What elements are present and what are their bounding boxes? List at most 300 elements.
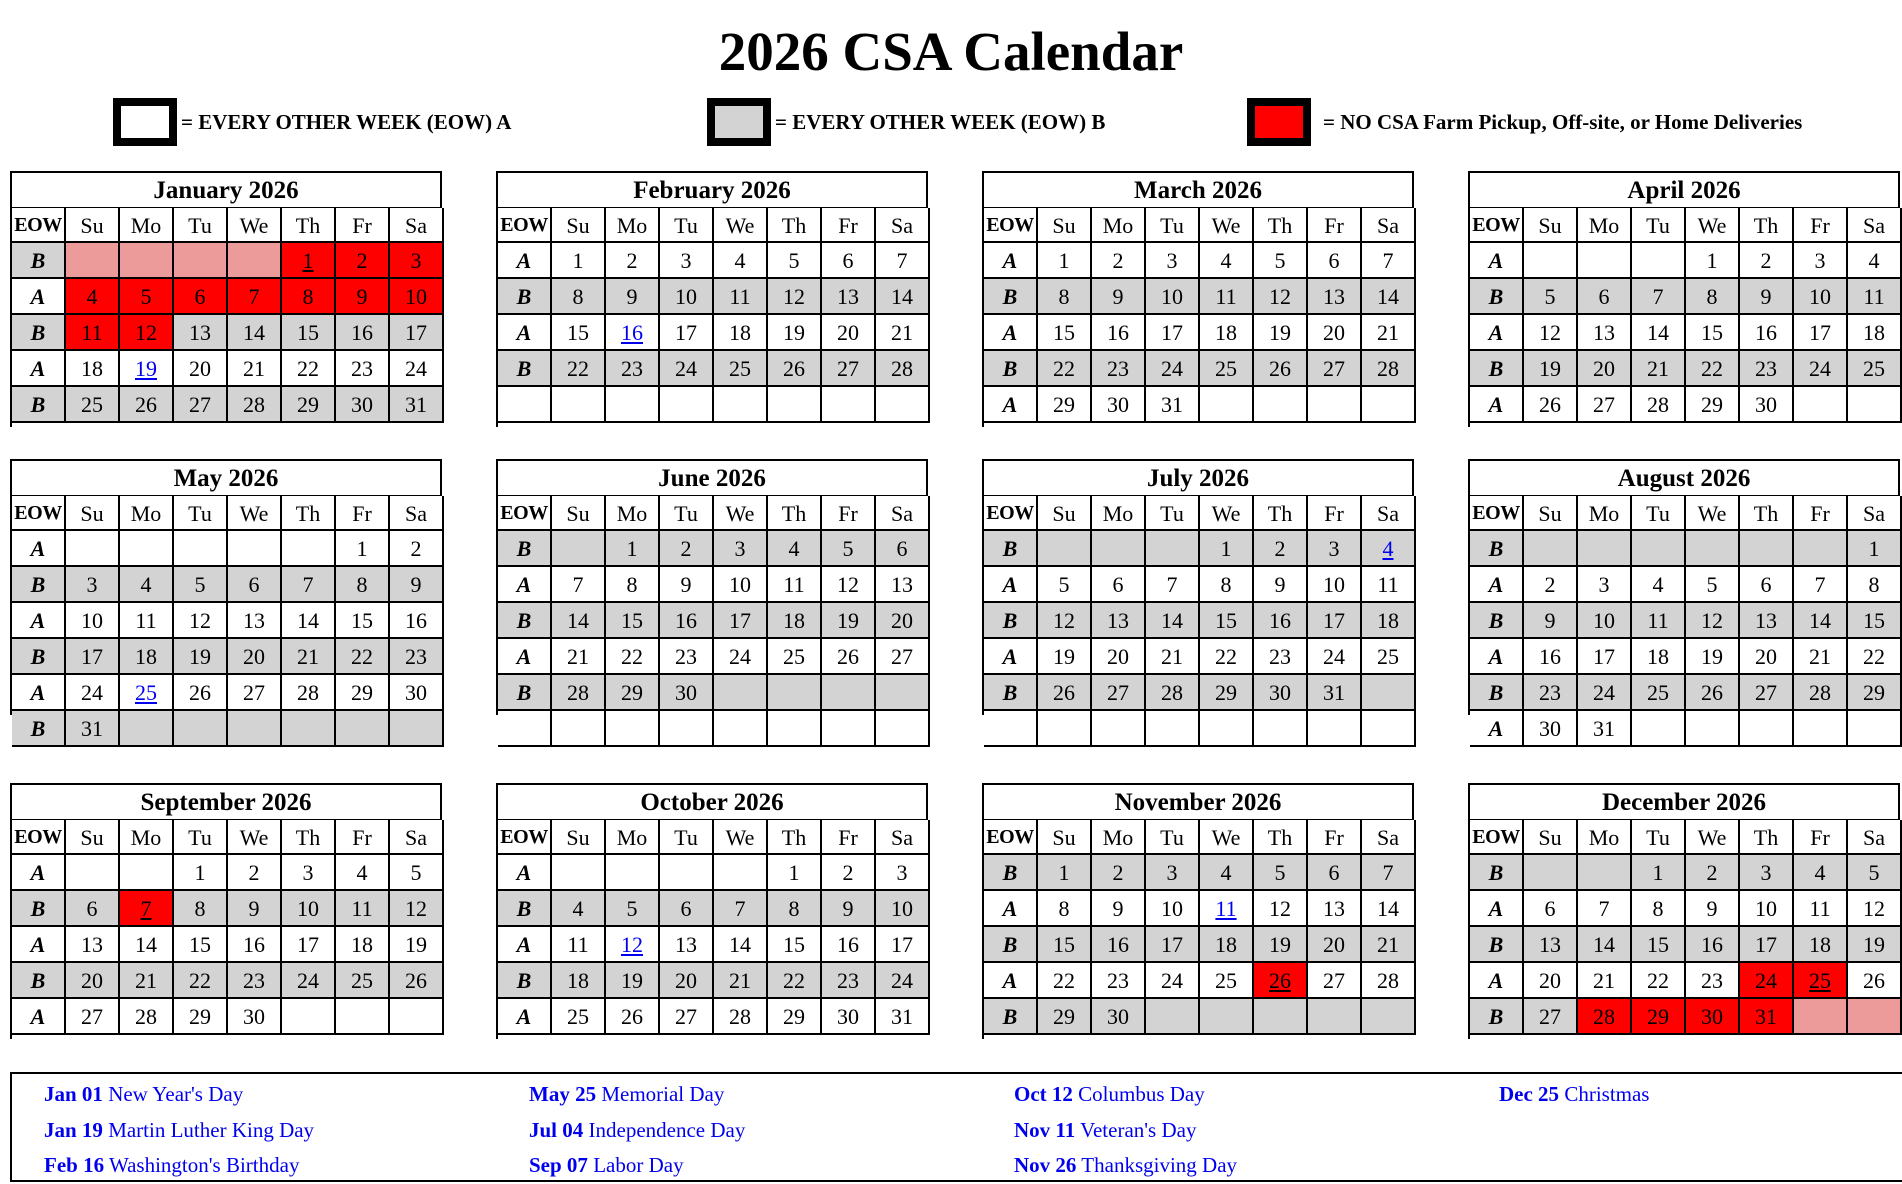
eow-label: A	[12, 999, 66, 1035]
day-cell	[1038, 351, 1092, 387]
empty-cell	[1794, 531, 1848, 567]
day-number: 19	[405, 932, 427, 957]
day-number: 18	[783, 608, 805, 633]
month-title: June 2026	[498, 461, 928, 496]
day-number: 22	[1053, 356, 1075, 381]
day-number: 9	[1706, 896, 1718, 921]
day-number: 13	[1323, 284, 1345, 309]
eow-label: B	[1470, 675, 1524, 711]
day-number: 20	[189, 356, 211, 381]
weekday-header: Mo	[120, 820, 174, 855]
holiday-link[interactable]: 25	[135, 680, 157, 705]
month-august	[1468, 459, 1900, 741]
day-number: 12	[135, 320, 157, 345]
weekday-header: Sa	[1848, 208, 1902, 243]
day-cell	[1524, 675, 1578, 711]
day-number: 27	[675, 1004, 697, 1029]
day-number: 10	[1593, 608, 1615, 633]
day-cell	[768, 963, 822, 999]
day-number: 24	[297, 968, 319, 993]
day-number: 14	[1161, 608, 1183, 633]
day-number: 19	[1269, 320, 1291, 345]
day-cell	[228, 315, 282, 351]
empty-cell	[1308, 387, 1362, 423]
weekday-header: Tu	[174, 496, 228, 531]
day-number: 21	[1161, 644, 1183, 669]
holiday-item[interactable]	[44, 1152, 299, 1178]
day-cell	[1092, 243, 1146, 279]
day-number: 21	[243, 356, 265, 381]
day-cell	[336, 675, 390, 711]
eow-label: A	[1470, 963, 1524, 999]
empty-cell	[1524, 855, 1578, 891]
day-cell	[1038, 387, 1092, 423]
weekday-header: Mo	[120, 496, 174, 531]
day-number: 12	[1269, 896, 1291, 921]
day-cell	[714, 315, 768, 351]
day-cell	[1632, 603, 1686, 639]
empty-cell	[120, 711, 174, 747]
day-number: 25	[783, 644, 805, 669]
month-title: October 2026	[498, 785, 928, 820]
weekday-header: Th	[1254, 208, 1308, 243]
day-number: 4	[86, 284, 98, 309]
day-cell	[66, 999, 120, 1035]
day-number: 9	[1544, 608, 1556, 633]
day-cell	[390, 243, 444, 279]
day-number: 12	[1701, 608, 1723, 633]
day-cell	[1740, 315, 1794, 351]
holiday-name: New Year's Day	[102, 1082, 244, 1106]
day-number: 11	[1647, 608, 1669, 633]
empty-cell	[390, 711, 444, 747]
day-number: 20	[1539, 968, 1561, 993]
day-cell[interactable]	[1200, 891, 1254, 927]
day-cell[interactable]	[120, 675, 174, 711]
day-cell	[1794, 855, 1848, 891]
day-cell	[1308, 603, 1362, 639]
day-number: 14	[567, 608, 589, 633]
holiday-item[interactable]	[529, 1081, 724, 1107]
weekday-header: Su	[66, 496, 120, 531]
weekday-header: Sa	[1362, 208, 1416, 243]
empty-cell	[390, 999, 444, 1035]
eow-label: B	[12, 387, 66, 423]
eow-label: B	[12, 963, 66, 999]
day-number: 13	[1323, 896, 1345, 921]
day-number: 18	[729, 320, 751, 345]
day-number: 1	[1868, 536, 1880, 561]
day-cell	[282, 891, 336, 927]
day-number: 8	[1706, 284, 1718, 309]
day-cell	[1362, 279, 1416, 315]
day-number: 2	[1274, 536, 1286, 561]
day-number: 4	[1814, 860, 1826, 885]
empty-cell	[1308, 711, 1362, 747]
weekday-header: We	[228, 208, 282, 243]
eow-label: A	[12, 351, 66, 387]
day-number: 30	[675, 680, 697, 705]
holiday-item[interactable]	[1014, 1117, 1196, 1143]
day-number: 6	[248, 572, 260, 597]
legend-eow-a	[113, 97, 511, 147]
empty-cell	[282, 531, 336, 567]
empty-cell	[1848, 999, 1902, 1035]
empty-cell	[174, 243, 228, 279]
day-number: 9	[356, 284, 368, 309]
day-number: 15	[1053, 932, 1075, 957]
empty-cell	[1794, 999, 1848, 1035]
day-cell	[1794, 567, 1848, 603]
day-number: 29	[1701, 392, 1723, 417]
day-cell	[1848, 963, 1902, 999]
day-number: 8	[302, 284, 314, 309]
day-cell	[1524, 567, 1578, 603]
day-number: 30	[1269, 680, 1291, 705]
eow-label: A	[498, 567, 552, 603]
day-cell	[660, 603, 714, 639]
day-number: 29	[297, 392, 319, 417]
empty-cell	[1254, 711, 1308, 747]
day-number: 14	[729, 932, 751, 957]
page-title: 2026 CSA Calendar	[718, 21, 1184, 82]
day-number: 15	[783, 932, 805, 957]
day-cell	[1794, 351, 1848, 387]
empty-cell	[768, 675, 822, 711]
day-cell	[336, 603, 390, 639]
day-cell	[174, 963, 228, 999]
weekday-header: Mo	[120, 208, 174, 243]
day-number: 25	[1215, 356, 1237, 381]
day-number: 24	[729, 644, 751, 669]
holiday-item[interactable]	[44, 1081, 243, 1107]
day-cell	[1308, 567, 1362, 603]
day-cell	[1038, 639, 1092, 675]
day-cell	[66, 567, 120, 603]
holiday-item[interactable]	[529, 1152, 684, 1178]
holiday-item[interactable]	[1014, 1152, 1237, 1178]
eow-label: B	[1470, 531, 1524, 567]
day-number: 23	[351, 356, 373, 381]
empty-cell	[606, 387, 660, 423]
empty-cell	[1146, 531, 1200, 567]
day-number: 11	[729, 284, 751, 309]
day-number: 31	[81, 716, 103, 741]
day-number: 16	[1701, 932, 1723, 957]
day-number: 23	[1755, 356, 1777, 381]
weekday-header: Th	[768, 208, 822, 243]
weekday-header: We	[714, 820, 768, 855]
day-number: 9	[1112, 284, 1124, 309]
day-number: 7	[1166, 572, 1178, 597]
day-cell	[876, 891, 930, 927]
day-cell	[390, 387, 444, 423]
empty-cell	[768, 387, 822, 423]
weekday-header: Sa	[876, 208, 930, 243]
day-cell	[876, 567, 930, 603]
empty-cell	[228, 531, 282, 567]
day-number: 6	[194, 284, 206, 309]
weekday-header: Sa	[390, 820, 444, 855]
day-number: 10	[297, 896, 319, 921]
weekday-header: Tu	[660, 496, 714, 531]
day-number: 11	[135, 608, 157, 633]
weekday-header: Fr	[1308, 208, 1362, 243]
day-number: 11	[783, 572, 805, 597]
empty-cell	[1362, 675, 1416, 711]
day-number: 27	[1323, 356, 1345, 381]
weekday-header: Mo	[1578, 496, 1632, 531]
day-number: 3	[734, 536, 746, 561]
day-cell	[174, 351, 228, 387]
day-cell	[552, 639, 606, 675]
empty-cell	[714, 387, 768, 423]
holiday-item[interactable]	[529, 1117, 745, 1143]
day-cell	[228, 387, 282, 423]
day-cell	[1524, 639, 1578, 675]
empty-cell	[1362, 387, 1416, 423]
day-number: 8	[194, 896, 206, 921]
day-cell	[336, 567, 390, 603]
day-cell	[822, 279, 876, 315]
day-number: 1	[194, 860, 206, 885]
day-cell	[606, 963, 660, 999]
day-number: 7	[1382, 248, 1394, 273]
day-number: 22	[567, 356, 589, 381]
day-cell	[1092, 351, 1146, 387]
day-cell	[228, 279, 282, 315]
day-cell	[1092, 891, 1146, 927]
eow-label: B	[12, 711, 66, 747]
holiday-date: Feb 16	[44, 1153, 105, 1177]
day-cell	[336, 315, 390, 351]
day-number: 12	[837, 572, 859, 597]
day-cell	[606, 675, 660, 711]
day-number: 23	[1107, 356, 1129, 381]
month-title: September 2026	[12, 785, 442, 820]
day-cell	[822, 855, 876, 891]
day-number: 18	[81, 356, 103, 381]
day-number: 29	[1863, 680, 1885, 705]
day-cell	[1362, 891, 1416, 927]
weekday-header: Su	[66, 820, 120, 855]
day-number: 5	[1058, 572, 1070, 597]
empty-cell	[228, 243, 282, 279]
day-cell	[1200, 315, 1254, 351]
day-number: 27	[1323, 968, 1345, 993]
day-cell	[660, 963, 714, 999]
day-cell	[1092, 963, 1146, 999]
day-cell	[336, 531, 390, 567]
day-cell	[1362, 351, 1416, 387]
day-cell	[174, 279, 228, 315]
day-number: 21	[567, 644, 589, 669]
day-cell	[1200, 855, 1254, 891]
day-cell	[390, 675, 444, 711]
day-cell	[1092, 639, 1146, 675]
day-cell	[876, 351, 930, 387]
day-number: 1	[572, 248, 584, 273]
month-title: August 2026	[1470, 461, 1900, 496]
day-cell[interactable]	[1362, 531, 1416, 567]
day-number: 17	[81, 644, 103, 669]
eow-label: A	[12, 855, 66, 891]
day-cell	[768, 243, 822, 279]
weekday-header: Sa	[1362, 820, 1416, 855]
weekday-header: EOW	[12, 496, 66, 531]
day-number: 29	[1053, 392, 1075, 417]
day-number: 27	[243, 680, 265, 705]
empty-cell	[66, 531, 120, 567]
empty-cell	[1632, 243, 1686, 279]
day-cell	[1632, 567, 1686, 603]
day-cell	[1740, 855, 1794, 891]
day-cell	[876, 855, 930, 891]
empty-cell	[1632, 711, 1686, 747]
day-cell	[1632, 279, 1686, 315]
day-number: 29	[1647, 1004, 1669, 1029]
day-cell	[714, 351, 768, 387]
day-cell	[1146, 963, 1200, 999]
holiday-link[interactable]: 4	[1382, 536, 1394, 561]
day-cell	[120, 315, 174, 351]
holiday-link[interactable]: 16	[621, 320, 643, 345]
weekday-header: Th	[1254, 496, 1308, 531]
day-number: 7	[1814, 572, 1826, 597]
holiday-name: Labor Day	[587, 1153, 684, 1177]
day-cell	[282, 387, 336, 423]
holiday-link[interactable]: 19	[135, 356, 157, 381]
day-number: 26	[135, 392, 157, 417]
empty-cell	[282, 711, 336, 747]
day-number: 29	[351, 680, 373, 705]
day-number: 12	[1539, 320, 1561, 345]
day-cell	[1686, 315, 1740, 351]
day-cell	[660, 531, 714, 567]
holiday-item[interactable]	[1014, 1081, 1205, 1107]
day-cell	[282, 675, 336, 711]
day-cell	[228, 855, 282, 891]
day-cell[interactable]	[606, 315, 660, 351]
day-cell	[552, 891, 606, 927]
day-number: 25	[1377, 644, 1399, 669]
day-number: 22	[1053, 968, 1075, 993]
day-cell	[822, 351, 876, 387]
day-number: 5	[1544, 284, 1556, 309]
day-number: 11	[81, 320, 103, 345]
day-cell	[768, 927, 822, 963]
day-cell	[552, 567, 606, 603]
day-number: 8	[1652, 896, 1664, 921]
holiday-date: Jan 01	[44, 1082, 103, 1106]
day-number: 15	[351, 608, 373, 633]
day-number: 14	[297, 608, 319, 633]
day-cell	[390, 279, 444, 315]
day-number: 21	[297, 644, 319, 669]
day-cell	[876, 603, 930, 639]
holiday-item[interactable]	[1499, 1081, 1649, 1107]
day-number: 12	[1053, 608, 1075, 633]
day-cell	[1524, 603, 1578, 639]
day-cell	[606, 531, 660, 567]
day-cell	[1740, 999, 1794, 1035]
weekday-header: We	[1200, 208, 1254, 243]
day-number: 24	[1161, 968, 1183, 993]
day-cell	[66, 927, 120, 963]
empty-cell	[1146, 711, 1200, 747]
holiday-link[interactable]: 11	[1215, 896, 1237, 921]
day-cell	[876, 279, 930, 315]
day-cell	[1524, 927, 1578, 963]
holiday-link[interactable]: 12	[621, 932, 643, 957]
day-number: 4	[572, 896, 584, 921]
day-cell[interactable]	[606, 927, 660, 963]
eow-label: B	[1470, 603, 1524, 639]
day-number: 2	[248, 860, 260, 885]
day-cell	[228, 351, 282, 387]
day-cell	[660, 891, 714, 927]
holiday-item[interactable]	[44, 1117, 314, 1143]
empty-cell	[1362, 711, 1416, 747]
day-cell	[552, 315, 606, 351]
weekday-header: EOW	[1470, 820, 1524, 855]
holiday-name: Veteran's Day	[1075, 1118, 1197, 1142]
day-cell	[714, 891, 768, 927]
weekday-header: Fr	[822, 496, 876, 531]
legend-eow-b-label: = EVERY OTHER WEEK (EOW) B	[775, 109, 1106, 134]
day-cell	[1740, 639, 1794, 675]
empty-cell	[660, 855, 714, 891]
day-cell	[552, 963, 606, 999]
day-cell	[1794, 243, 1848, 279]
eow-label: B	[984, 603, 1038, 639]
day-cell	[120, 639, 174, 675]
day-cell	[552, 279, 606, 315]
day-cell	[1794, 279, 1848, 315]
day-number: 17	[729, 608, 751, 633]
day-number: 3	[410, 248, 422, 273]
day-number: 15	[297, 320, 319, 345]
day-number: 14	[891, 284, 913, 309]
day-cell	[1794, 315, 1848, 351]
day-number: 2	[680, 536, 692, 561]
day-number: 24	[1593, 680, 1615, 705]
day-number: 21	[729, 968, 751, 993]
day-number: 18	[567, 968, 589, 993]
day-cell	[1146, 603, 1200, 639]
day-number: 16	[1755, 320, 1777, 345]
day-number: 27	[1107, 680, 1129, 705]
day-cell[interactable]	[120, 351, 174, 387]
day-number: 1	[626, 536, 638, 561]
eow-label	[984, 711, 1038, 747]
day-number: 23	[675, 644, 697, 669]
weekday-header: We	[1686, 820, 1740, 855]
day-number: 27	[1593, 392, 1615, 417]
day-cell	[1740, 279, 1794, 315]
day-number: 31	[1323, 680, 1345, 705]
month-january	[10, 171, 442, 427]
holiday-date: Sep 07	[529, 1153, 588, 1177]
day-number: 18	[1863, 320, 1885, 345]
eow-label: A	[498, 315, 552, 351]
day-number: 12	[783, 284, 805, 309]
day-cell	[1740, 387, 1794, 423]
empty-cell	[1794, 711, 1848, 747]
eow-label	[498, 387, 552, 423]
day-cell	[1308, 531, 1362, 567]
day-cell	[1146, 315, 1200, 351]
